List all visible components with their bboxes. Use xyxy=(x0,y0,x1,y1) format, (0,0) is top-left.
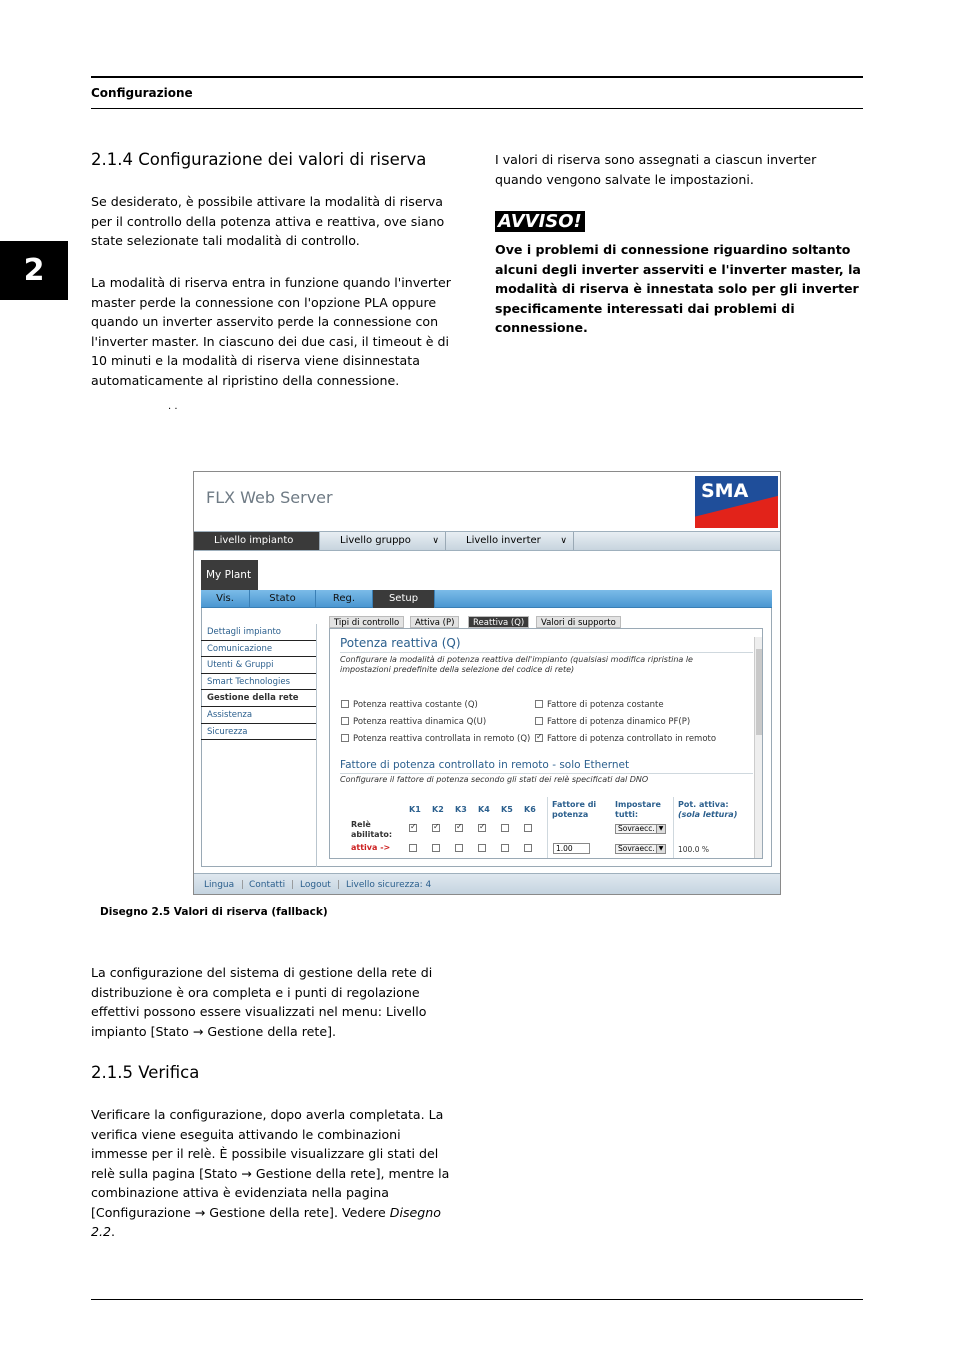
tab-tipi-di-controllo[interactable]: Tipi di controllo xyxy=(329,616,404,628)
top-rule xyxy=(91,76,863,78)
relay-header-k4: K4 xyxy=(478,805,490,814)
stray-dots: . . xyxy=(168,401,178,412)
paragraph: I valori di riserva sono assegnati a ciascun inverter quando vengono salvate le impostazioni. xyxy=(495,152,817,187)
logo-text: SMA xyxy=(701,480,749,502)
paragraph: Verificare la configurazione, dopo averla completata. La verifica viene eseguita attivando le combinazioni immesse per il relè. È possibile visualizzare gli stati del relè sulla pagina [Stato → Gestione della rete], mentre la combinazione attiva è evidenziata nella pagina [Configurazione → Gestione della rete]. Vedere Disegno 2.2. xyxy=(91,1107,450,1239)
notice-label: AVVISO! xyxy=(495,211,585,232)
checkbox[interactable] xyxy=(535,717,543,725)
checkbox[interactable] xyxy=(341,717,349,725)
section-title: Fattore di potenza controllato in remoto - solo Ethernet xyxy=(340,759,630,771)
option-pf-dinamico[interactable]: Fattore di potenza dinamico PF(P) xyxy=(535,717,690,727)
option-pf-remoto[interactable]: ✓Fattore di potenza controllato in remoto xyxy=(535,734,716,744)
scrollbar[interactable] xyxy=(754,637,762,858)
relay-header-k5: K5 xyxy=(501,805,513,814)
footer-rule xyxy=(91,1299,863,1300)
web-server-screenshot xyxy=(193,471,781,895)
checkbox[interactable] xyxy=(524,844,532,852)
checkbox[interactable] xyxy=(432,844,440,852)
set-all-select[interactable]: Sovraecc. ▼ xyxy=(615,824,666,834)
column-header-pf: Fattore di potenza xyxy=(552,800,597,819)
relay-header-k1: K1 xyxy=(409,805,421,814)
sidebar-item-comunicazione[interactable]: Comunicazione xyxy=(201,641,316,658)
paragraph: Se desiderato, è possibile attivare la modalità di riserva per il controllo della potenza attiva e reattiva, ove siano state selezionate tali modalità di controllo. xyxy=(91,194,445,248)
sidebar-item-smart-technologies[interactable]: Smart Technologies xyxy=(201,674,316,691)
content-area xyxy=(329,628,763,859)
tab-reattiva[interactable]: Reattiva (Q) xyxy=(468,616,529,628)
security-level: Livello sicurezza: 4 xyxy=(346,880,432,890)
tab-setup[interactable]: Setup xyxy=(373,590,435,608)
column-header-set-all: Impostare tutti: xyxy=(615,800,661,819)
checkbox-checked[interactable] xyxy=(478,824,486,832)
paragraph: La modalità di riserva entra in funzione quando l'inverter master perde la connessione con l'opzione PLA oppure quando un inverter asservito perde la connessione con l'inverter master. In ciascuno dei due casi, il timeout è di 10 minuti e la modalità di riserva viene disinnestata automaticamente al ripristino della connessione. xyxy=(91,275,451,388)
running-head: Configurazione xyxy=(91,86,193,100)
pf-input[interactable]: 1.00 xyxy=(553,843,590,854)
checkbox[interactable] xyxy=(341,734,349,742)
tab-vis[interactable]: Vis. xyxy=(201,590,250,608)
tab-my-plant[interactable]: My Plant xyxy=(201,560,258,590)
sidebar-item-dettagli-impianto[interactable]: Dettagli impianto xyxy=(201,624,316,641)
section-subtitle: Configurare la modalità di potenza reattiva dell'impianto (qualsiasi modifica ripristina le impostazioni predefinite della selezione del codice di rete) xyxy=(340,655,693,674)
checkbox[interactable] xyxy=(409,844,417,852)
footer-nav: Lingua | Contatti | Logout | Livello sicurezza: 4 xyxy=(194,873,780,895)
column-header-read-only: (sola lettura) xyxy=(678,810,738,819)
checkbox[interactable] xyxy=(341,700,349,708)
header-rule xyxy=(91,108,863,109)
sidebar-item-utenti-gruppi[interactable]: Utenti & Gruppi xyxy=(201,657,316,674)
option-q-dinamica[interactable]: Potenza reattiva dinamica Q(U) xyxy=(341,717,486,727)
section-subtitle: Configurare il fattore di potenza secondo gli stati dei relè specificati dal DNO xyxy=(340,775,649,784)
checkbox-checked[interactable] xyxy=(535,734,543,742)
link-logout[interactable]: Logout xyxy=(300,880,331,890)
tab-reg[interactable]: Reg. xyxy=(316,590,373,608)
tab-livello-inverter[interactable]: Livello inverter ∨ xyxy=(446,532,574,550)
link-lingua[interactable]: Lingua xyxy=(204,880,235,890)
checkbox-checked[interactable] xyxy=(409,824,417,832)
section-title: Potenza reattiva (Q) xyxy=(340,636,461,650)
checkbox[interactable] xyxy=(535,700,543,708)
checkbox-checked[interactable] xyxy=(432,824,440,832)
tab-livello-gruppo[interactable]: Livello gruppo ∨ xyxy=(320,532,446,550)
tab-valori-di-supporto[interactable]: Valori di supporto xyxy=(536,616,621,628)
tab-stato[interactable]: Stato xyxy=(250,590,316,608)
sma-logo xyxy=(695,476,778,528)
option-q-costante[interactable]: Potenza reattiva costante (Q) xyxy=(341,700,478,710)
chevron-down-icon: ▼ xyxy=(656,825,665,833)
sidebar-item-assistenza[interactable]: Assistenza xyxy=(201,707,316,724)
checkbox[interactable] xyxy=(455,844,463,852)
chevron-down-icon: ▼ xyxy=(656,845,665,853)
sidebar xyxy=(201,624,316,740)
checkbox[interactable] xyxy=(524,824,532,832)
row-label-active: attiva -> xyxy=(351,843,391,852)
link-contatti[interactable]: Contatti xyxy=(249,880,286,890)
relay-header-k6: K6 xyxy=(524,805,536,814)
figure-reference: Disegno 2.2 xyxy=(91,1204,441,1239)
checkbox[interactable] xyxy=(478,844,486,852)
sidebar-item-gestione-della-rete[interactable]: Gestione della rete xyxy=(201,690,316,707)
option-q-remoto[interactable]: Potenza reattiva controllata in remoto (Q) xyxy=(341,734,530,744)
figure-caption: Disegno 2.5 Valori di riserva (fallback) xyxy=(100,906,328,918)
sidebar-item-sicurezza[interactable]: Sicurezza xyxy=(201,724,316,741)
chevron-down-icon: ∨ xyxy=(560,536,567,546)
sub-nav xyxy=(201,590,772,608)
top-nav xyxy=(194,531,780,551)
chapter-tab: 2 xyxy=(0,241,68,300)
section-heading-2-1-5: 2.1.5 Verifica xyxy=(91,1063,200,1082)
checkbox-checked[interactable] xyxy=(455,824,463,832)
app-title: FLX Web Server xyxy=(206,488,333,507)
notice-text: Ove i problemi di connessione riguardino soltanto alcuni degli inverter asserviti e l'inverter master, la modalità di riserva è innestata solo per gli inverter specificamente interessati dai problemi di connessione. xyxy=(495,242,861,335)
tab-attiva[interactable]: Attiva (P) xyxy=(410,616,459,628)
row-select[interactable]: Sovraecc. ▼ xyxy=(615,844,666,854)
checkbox[interactable] xyxy=(501,844,509,852)
active-power-value: 100.0 % xyxy=(678,845,709,854)
checkbox[interactable] xyxy=(501,824,509,832)
tab-livello-impianto[interactable]: Livello impianto xyxy=(194,532,320,550)
column-header-active-power: Pot. attiva: xyxy=(678,800,729,809)
row-label-relay-enabled: Relè abilitato: xyxy=(351,820,393,839)
section-heading-2-1-4: 2.1.4 Configurazione dei valori di riserva xyxy=(91,150,427,169)
relay-header-k2: K2 xyxy=(432,805,444,814)
option-pf-costante[interactable]: Fattore di potenza costante xyxy=(535,700,664,710)
chevron-down-icon: ∨ xyxy=(432,536,439,546)
relay-header-k3: K3 xyxy=(455,805,467,814)
paragraph: La configurazione del sistema di gestione della rete di distribuzione è ora completa e i punti di regolazione effettivi possono essere visualizzati nel menu: Livello impianto [Stato → Gestione della rete]. xyxy=(91,965,433,1039)
